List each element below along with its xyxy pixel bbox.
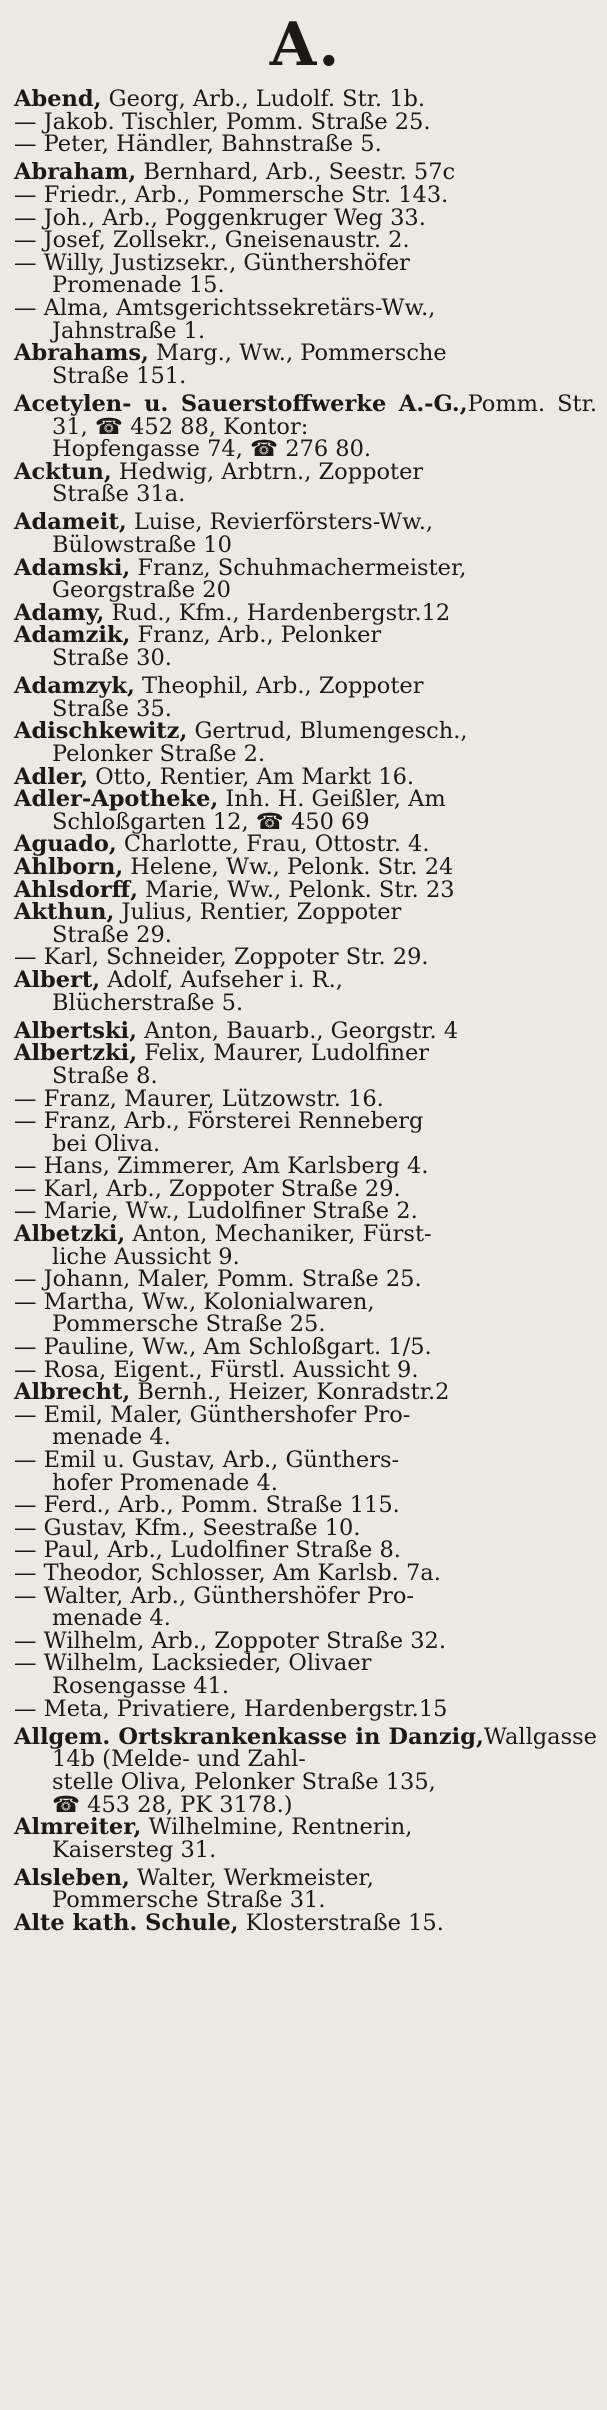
- entry-name: Almreiter,: [14, 1814, 142, 1841]
- directory-entry: [14, 1175, 597, 1202]
- entry-detail-line: Luise, Revierförsters-Ww.,: [126, 509, 434, 536]
- directory-entry: [14, 1356, 597, 1383]
- entry-detail-line: Maurer, Lützowstr. 16.: [116, 1085, 384, 1112]
- entry-name: Adamy,: [14, 599, 105, 626]
- entry-detail-line: Theophil, Arb., Zoppoter: [134, 673, 424, 700]
- entry-detail-line: Kaisersteg 31.: [52, 1836, 217, 1863]
- entry-name: — Wilhelm,: [14, 1627, 145, 1654]
- directory-entry: [14, 1449, 597, 1494]
- directory-entry: [14, 901, 597, 946]
- entry-detail-line: Händler, Bahnstraße 5.: [108, 131, 382, 158]
- entry-name: Aguado,: [14, 831, 117, 858]
- directory-entry: [14, 1652, 597, 1697]
- entry-name: — Karl,: [14, 1175, 99, 1202]
- directory-entry: [14, 181, 597, 208]
- entry-detail-line: Amtsgerichtssekretärs-Ww.,: [109, 294, 436, 321]
- entry-detail-line: menade 4.: [52, 1424, 171, 1451]
- entry-detail-line: Bülowstraße 10: [52, 532, 232, 559]
- entry-detail-line: Eigent., Fürstl. Aussicht 9.: [106, 1356, 419, 1383]
- directory-entry: [14, 108, 597, 135]
- directory-entry: [14, 763, 597, 790]
- entry-detail-line: Marie, Ww., Pelonk. Str. 23: [137, 876, 455, 903]
- entry-detail-line: Zimmerer, Am Karlsberg 4.: [109, 1153, 429, 1180]
- entry-detail-line: Promenade 15.: [52, 272, 225, 299]
- entry-name: Albert,: [14, 966, 101, 993]
- directory-entry: [14, 622, 597, 672]
- directory-entry: [14, 1401, 597, 1451]
- entry-detail-line: Otto, Rentier, Am Markt 16.: [88, 763, 415, 790]
- entry-detail-line: Ww., Kolonialwaren,: [134, 1288, 375, 1315]
- entry-name: Alte kath. Schule,: [14, 1910, 239, 1937]
- directory-entry: [14, 554, 597, 604]
- directory-entry: [14, 1864, 597, 1914]
- entry-name: — Meta,: [14, 1695, 110, 1722]
- directory-entry: [14, 161, 597, 184]
- entry-name: — Johann,: [14, 1266, 131, 1293]
- entry-name: Adamzik,: [14, 622, 131, 649]
- entry-detail-line: stelle Oliva, Pelonker Straße 135,: [52, 1768, 436, 1795]
- entry-detail-line: Julius, Rentier, Zoppoter: [114, 899, 402, 926]
- entry-detail-line: Wilhelmine, Rentnerin,: [141, 1814, 413, 1841]
- entry-name: — Josef,: [14, 227, 106, 254]
- entry-detail-line: Straße 151.: [52, 362, 187, 389]
- entry-detail-line: Arb., Pomm. Straße 115.: [110, 1492, 400, 1519]
- entry-name: — Marie,: [14, 1198, 119, 1225]
- entry-detail-line: Inh. H. Geißler, Am: [218, 786, 446, 813]
- entry-detail-line: Bernhard, Arb., Seestr. 57c: [136, 159, 456, 186]
- entry-name: — Willy,: [14, 249, 105, 276]
- entry-detail-line: Maler, Günthershofer Pro-: [102, 1401, 411, 1428]
- entry-detail-line: Arb., Pommersche Str. 143.: [127, 181, 449, 208]
- directory-entry: [14, 1695, 597, 1722]
- entry-name: — Alma,: [14, 294, 109, 321]
- entry-detail-line: hofer Promenade 4.: [52, 1469, 278, 1496]
- entry-name: — Emil u.: [14, 1447, 125, 1473]
- section-letter-heading: A.: [269, 10, 342, 80]
- entry-detail-line: Pommersche Straße 25.: [52, 1311, 326, 1338]
- entry-name: — Wilhelm,: [14, 1650, 145, 1677]
- entry-detail-line: Blücherstraße 5.: [52, 989, 244, 1016]
- directory-entry: [14, 342, 597, 387]
- directory-entry: [14, 509, 597, 559]
- directory-entry: [14, 1494, 597, 1517]
- directory-entry: [14, 1559, 597, 1586]
- entry-name: Abrahams,: [14, 340, 149, 367]
- entry-detail-line: Straße 31a.: [52, 481, 186, 508]
- entry-detail-line: Straße 30.: [52, 645, 172, 672]
- entry-detail-line: Arb., Försterei Renneberg: [116, 1108, 424, 1135]
- entry-name: Adamski,: [14, 554, 131, 581]
- entry-name: — Ferd.,: [14, 1492, 111, 1519]
- directory-entry: [14, 390, 597, 463]
- entry-name: Adamzyk,: [14, 673, 135, 700]
- directory-entry: [14, 1268, 597, 1291]
- entry-name: — Paul,: [14, 1537, 101, 1564]
- entry-name: — Peter,: [14, 131, 109, 158]
- entry-detail-line: Ww., Ludolfiner Straße 2.: [118, 1198, 418, 1225]
- directory-entry: [14, 1223, 597, 1268]
- directory-entry: [14, 88, 597, 111]
- entry-detail-line: Gertrud, Blumengesch.,: [187, 718, 468, 745]
- entry-name: — Martha,: [14, 1288, 135, 1315]
- entry-detail-line: Lacksieder, Olivaer: [144, 1650, 372, 1677]
- entry-detail-line: Marg., Ww., Pommersche: [148, 340, 447, 367]
- entry-detail-line: Schloßgarten 12, ☎ 450 69: [52, 808, 370, 835]
- entry-name: Acetylen- u. Sauerstoffwerke A.-G.,: [14, 390, 468, 417]
- entry-name: — Joh.,: [14, 204, 96, 231]
- entry-name: — Theodor,: [14, 1559, 144, 1586]
- entry-name: Ahlborn,: [14, 853, 124, 880]
- entry-detail-line: Justizsekr., Günthershöfer: [104, 249, 410, 276]
- directory-entry: [14, 853, 597, 880]
- entry-detail-line: Tischler, Pomm. Straße 25.: [114, 108, 431, 135]
- entry-detail-line: Georgstraße 20: [52, 577, 231, 604]
- directory-entry: [14, 720, 597, 765]
- entry-name: — Jakob.: [14, 108, 115, 135]
- entry-detail-line: Arb., Ludolfiner Straße 8.: [100, 1537, 401, 1564]
- directory-entry: [14, 249, 597, 299]
- directory-entry: [14, 788, 597, 833]
- entry-name: — Walter,: [14, 1582, 124, 1609]
- entry-detail-line: liche Aussicht 9.: [52, 1243, 240, 1270]
- entry-detail-line: Klosterstraße 15.: [238, 1910, 444, 1937]
- directory-entry: [14, 1539, 597, 1562]
- entry-detail-line: Arb., Zoppoter Straße 29.: [98, 1175, 401, 1202]
- entry-detail-line: Pommersche Straße 31.: [52, 1887, 326, 1914]
- directory-entries: [14, 88, 597, 1935]
- entry-name: Albertzki,: [14, 1040, 138, 1067]
- entry-detail-line: Zollsekr., Gneisenaustr. 2.: [105, 227, 410, 254]
- entry-name: Albertski,: [14, 1017, 137, 1044]
- entry-detail-line: Franz, Arb., Pelonker: [130, 622, 382, 649]
- entry-detail-line: Hedwig, Arbtrn., Zoppoter: [111, 458, 424, 485]
- entry-name: Albrecht,: [14, 1379, 131, 1406]
- directory-entry: [14, 1627, 597, 1654]
- entry-name: Akthun,: [14, 899, 115, 926]
- entry-detail-line: Gustav, Arb., Günthers-: [124, 1447, 400, 1473]
- directory-entry: [14, 1381, 597, 1404]
- entry-detail-line: Ww., Am Schloßgart. 1/5.: [135, 1334, 432, 1361]
- entry-detail-line: Anton, Bauarb., Georgstr. 4: [136, 1017, 459, 1044]
- entry-name: — Rosa,: [14, 1356, 107, 1383]
- entry-name: — Franz,: [14, 1108, 117, 1135]
- entry-detail-line: Pomm. Str. 31, ☎ 452 88, Kontor:: [52, 390, 597, 440]
- entry-detail-line: Wallgasse 14b (Melde- und Zahl-: [52, 1723, 597, 1773]
- entry-name: Alsleben,: [14, 1864, 130, 1891]
- directory-entry: [14, 229, 597, 252]
- entry-detail-line: Arb., Poggenkruger Weg 33.: [95, 204, 426, 231]
- entry-detail-line: Schlosser, Am Karlsb. 7a.: [143, 1559, 441, 1586]
- directory-entry: [14, 876, 597, 903]
- entry-detail-line: Georg, Arb., Ludolf. Str. 1b.: [101, 86, 426, 112]
- entry-name: Abend,: [14, 86, 102, 112]
- entry-detail-line: bei Oliva.: [52, 1130, 161, 1157]
- entry-name: Adameit,: [14, 509, 127, 536]
- directory-entry: [14, 1085, 597, 1112]
- entry-name: — Karl,: [14, 944, 99, 971]
- entry-name: Allgem. Ortskrankenkasse in Danzig,: [14, 1723, 484, 1750]
- directory-entry: [14, 204, 597, 231]
- entry-detail-line: Arb., Zoppoter Straße 32.: [144, 1627, 446, 1654]
- directory-entry: [14, 1723, 597, 1818]
- entry-detail-line: Kfm., Seestraße 10.: [127, 1514, 361, 1541]
- entry-detail-line: Privatiere, Hardenbergstr.15: [109, 1695, 448, 1722]
- entry-name: Ahlsdorff,: [14, 876, 138, 903]
- directory-entry: [14, 1200, 597, 1223]
- entry-detail-line: Rosengasse 41.: [52, 1672, 230, 1699]
- directory-entry: [14, 1816, 597, 1861]
- directory-entry: [14, 946, 597, 969]
- entry-detail-line: Straße 35.: [52, 695, 172, 722]
- entry-detail-line: Franz, Schuhmachermeister,: [130, 554, 467, 581]
- entry-name: — Hans,: [14, 1153, 110, 1180]
- directory-entry: [14, 1582, 597, 1632]
- entry-name: — Pauline,: [14, 1334, 136, 1361]
- entry-name: Adischkewitz,: [14, 718, 188, 745]
- entry-name: — Friedr.,: [14, 181, 128, 208]
- directory-entry: [14, 1514, 597, 1541]
- entry-name: Abraham,: [14, 159, 137, 186]
- directory-entry: [14, 1912, 597, 1935]
- entry-detail-line: Adolf, Aufseher i. R.,: [100, 966, 343, 993]
- directory-entry: [14, 1155, 597, 1178]
- directory-entry: [14, 1288, 597, 1338]
- entry-name: Acktun,: [14, 458, 112, 485]
- entry-detail-line: Arb., Günthershöfer Pro-: [123, 1582, 414, 1609]
- entry-detail-line: Jahnstraße 1.: [52, 317, 206, 344]
- entry-detail-line: Bernh., Heizer, Konradstr.2: [130, 1379, 450, 1406]
- entry-name: Albetzki,: [14, 1221, 126, 1248]
- entry-detail-line: menade 4.: [52, 1605, 171, 1632]
- entry-detail-line: ☎ 453 28, PK 3178.): [52, 1791, 293, 1818]
- directory-entry: [14, 599, 597, 626]
- directory-entry: [14, 1336, 597, 1359]
- entry-detail-line: Pelonker Straße 2.: [52, 741, 266, 767]
- entry-detail-line: Anton, Mechaniker, Fürst-: [125, 1221, 432, 1248]
- entry-detail-line: Schneider, Zoppoter Str. 29.: [98, 944, 429, 971]
- entry-name: — Franz,: [14, 1085, 117, 1112]
- entry-name: — Gustav,: [14, 1514, 128, 1541]
- directory-entry: [14, 1042, 597, 1087]
- entry-detail-line: Charlotte, Frau, Ottostr. 4.: [116, 831, 430, 858]
- entry-detail-line: Felix, Maurer, Ludolfiner: [137, 1040, 430, 1067]
- entry-detail-line: Walter, Werkmeister,: [129, 1864, 374, 1891]
- entry-name: Adler-Apotheke,: [14, 786, 219, 813]
- entry-detail-line: Maler, Pomm. Straße 25.: [130, 1266, 422, 1293]
- directory-entry: [14, 833, 597, 856]
- directory-entry: [14, 458, 597, 508]
- entry-detail-line: Helene, Ww., Pelonk. Str. 24: [123, 853, 454, 880]
- entry-name: — Emil,: [14, 1401, 103, 1428]
- directory-entry: [14, 294, 597, 344]
- entry-detail-line: Straße 29.: [52, 921, 172, 948]
- entry-name: Adler,: [14, 763, 89, 790]
- directory-entry: [14, 966, 597, 1016]
- entry-detail-line: Hopfengasse 74, ☎ 276 80.: [52, 436, 372, 463]
- entry-detail-line: Straße 8.: [52, 1062, 158, 1089]
- directory-entry: [14, 1110, 597, 1155]
- directory-entry: [14, 133, 597, 156]
- directory-entry: [14, 1017, 597, 1044]
- entry-detail-line: Rud., Kfm., Hardenbergstr.12: [104, 599, 451, 626]
- directory-entry: [14, 675, 597, 720]
